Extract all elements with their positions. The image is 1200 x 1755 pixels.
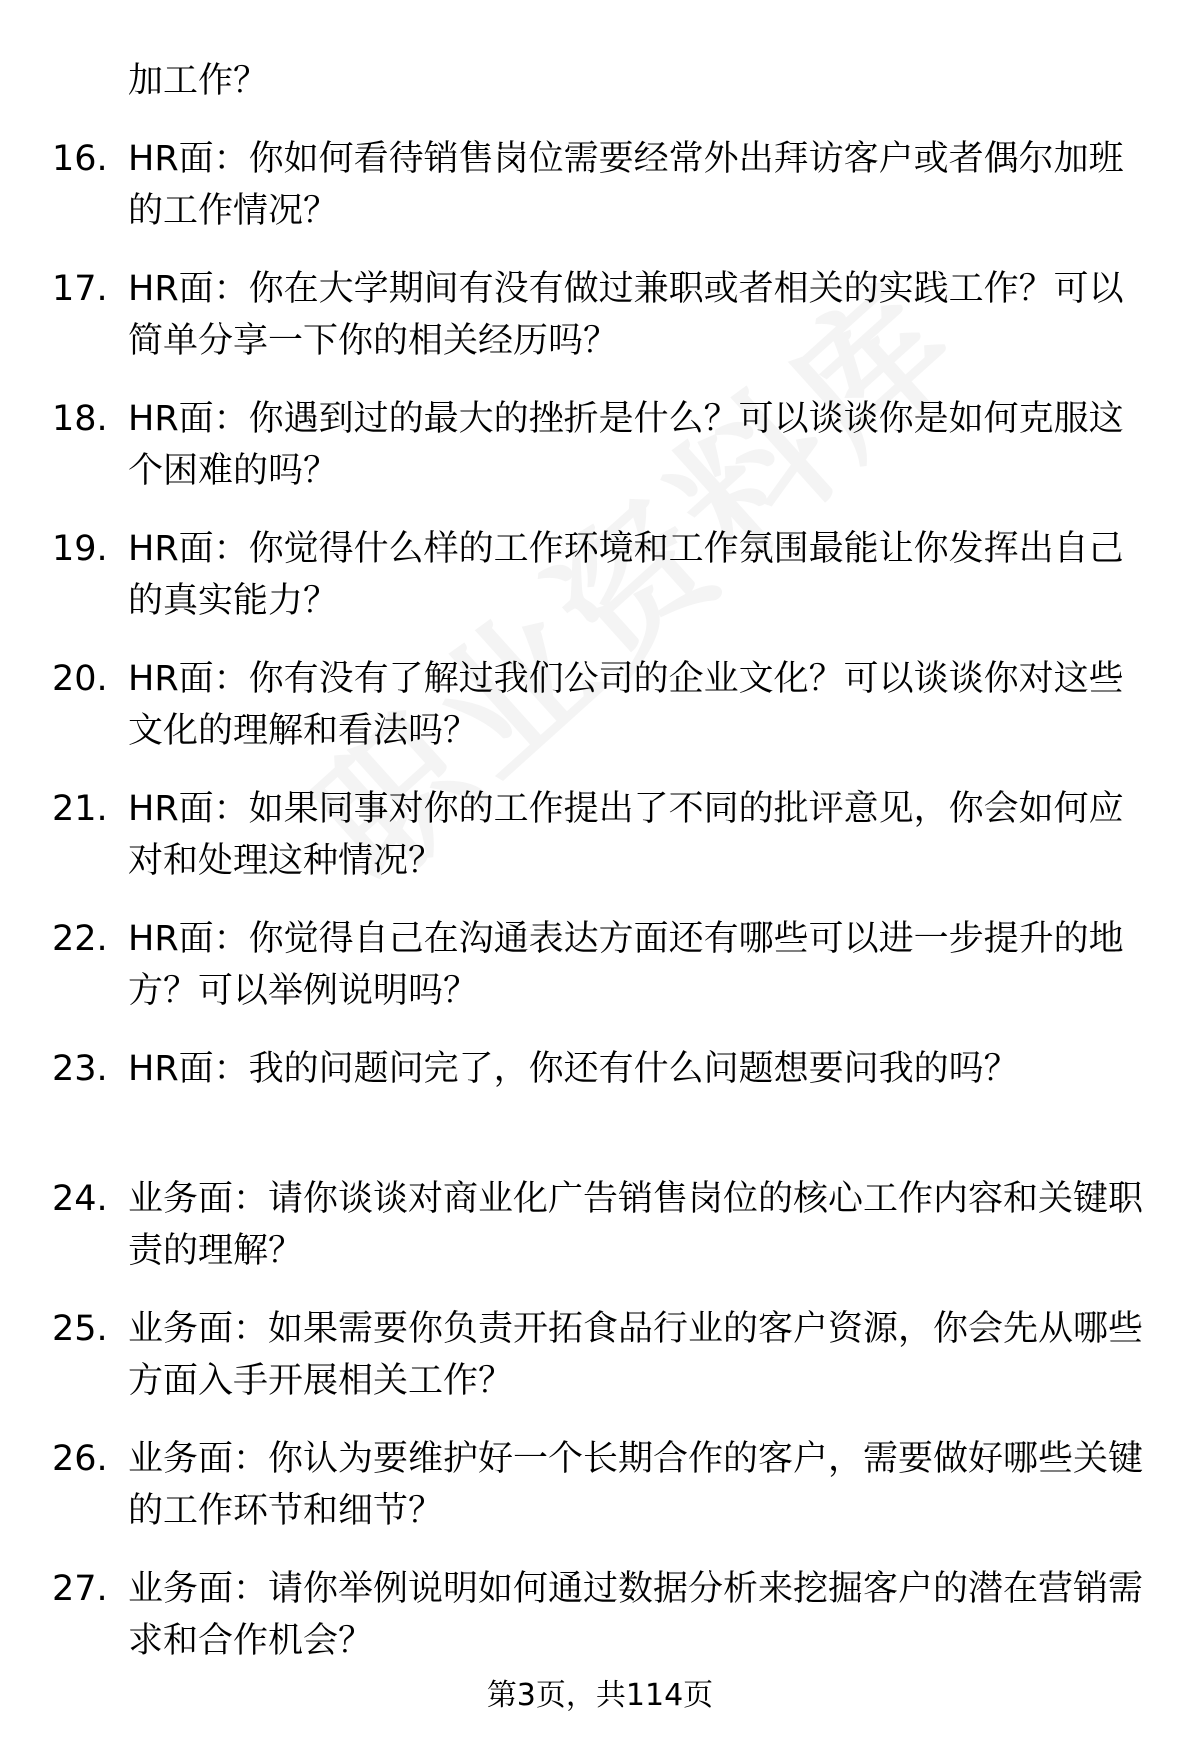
list-item: [0, 263, 1200, 393]
question-text: 业务面：如果需要你负责开拓食品行业的客户资源，你会先从哪些方面入手开展相关工作？: [128, 1309, 1144, 1401]
question-text: HR面：你如何看待销售岗位需要经常外出拜访客户或者偶尔加班的工作情况？: [128, 139, 1124, 231]
page-footer: 第3页，共114页: [486, 1678, 714, 1713]
question-number: 22.: [52, 919, 108, 959]
list-item: [0, 653, 1200, 783]
question-number: 16.: [52, 139, 108, 179]
question-text: HR面：你觉得什么样的工作环境和工作氛围最能让你发挥出自己的真实能力？: [128, 529, 1124, 621]
question-text: HR面：如果同事对你的工作提出了不同的批评意见，你会如何应对和处理这种情况？: [128, 789, 1124, 881]
question-number: 26.: [52, 1439, 108, 1479]
question-number: 24.: [52, 1179, 108, 1219]
list-item: [0, 523, 1200, 653]
list-item: [0, 783, 1200, 913]
list-item: [0, 1303, 1200, 1433]
list-item: [0, 913, 1200, 1043]
question-number: 18.: [52, 399, 108, 439]
continuation-text: 加工作？: [128, 61, 269, 101]
question-number: 20.: [52, 659, 108, 699]
question-text: HR面：你觉得自己在沟通表达方面还有哪些可以进一步提升的地方？可以举例说明吗？: [128, 919, 1124, 1011]
question-text: HR面：你在大学期间有没有做过兼职或者相关的实践工作？可以简单分享一下你的相关经历吗？: [128, 269, 1124, 361]
question-number: 19.: [52, 529, 108, 569]
question-number: 25.: [52, 1309, 108, 1349]
question-number: 23.: [52, 1049, 108, 1089]
question-list: [0, 133, 1200, 1693]
question-text: 业务面：请你举例说明如何通过数据分析来挖掘客户的潜在营销需求和合作机会？: [128, 1569, 1144, 1661]
question-number: 17.: [52, 269, 108, 309]
question-text: 业务面：你认为要维护好一个长期合作的客户，需要做好哪些关键的工作环节和细节？: [128, 1439, 1144, 1531]
question-text: 业务面：请你谈谈对商业化广告销售岗位的核心工作内容和关键职责的理解？: [128, 1179, 1144, 1271]
question-text: HR面：我的问题问完了，你还有什么问题想要问我的吗？: [128, 1049, 1019, 1089]
question-number: 27.: [52, 1569, 108, 1609]
list-item: [0, 393, 1200, 523]
question-number: 21.: [52, 789, 108, 829]
list-item: [0, 133, 1200, 263]
list-item: [0, 1433, 1200, 1563]
question-text: HR面：你有没有了解过我们公司的企业文化？可以谈谈你对这些文化的理解和看法吗？: [128, 659, 1124, 751]
question-text: HR面：你遇到过的最大的挫折是什么？可以谈谈你是如何克服这个困难的吗？: [128, 399, 1124, 491]
list-item: [0, 1173, 1200, 1303]
list-item: [0, 1043, 1200, 1173]
